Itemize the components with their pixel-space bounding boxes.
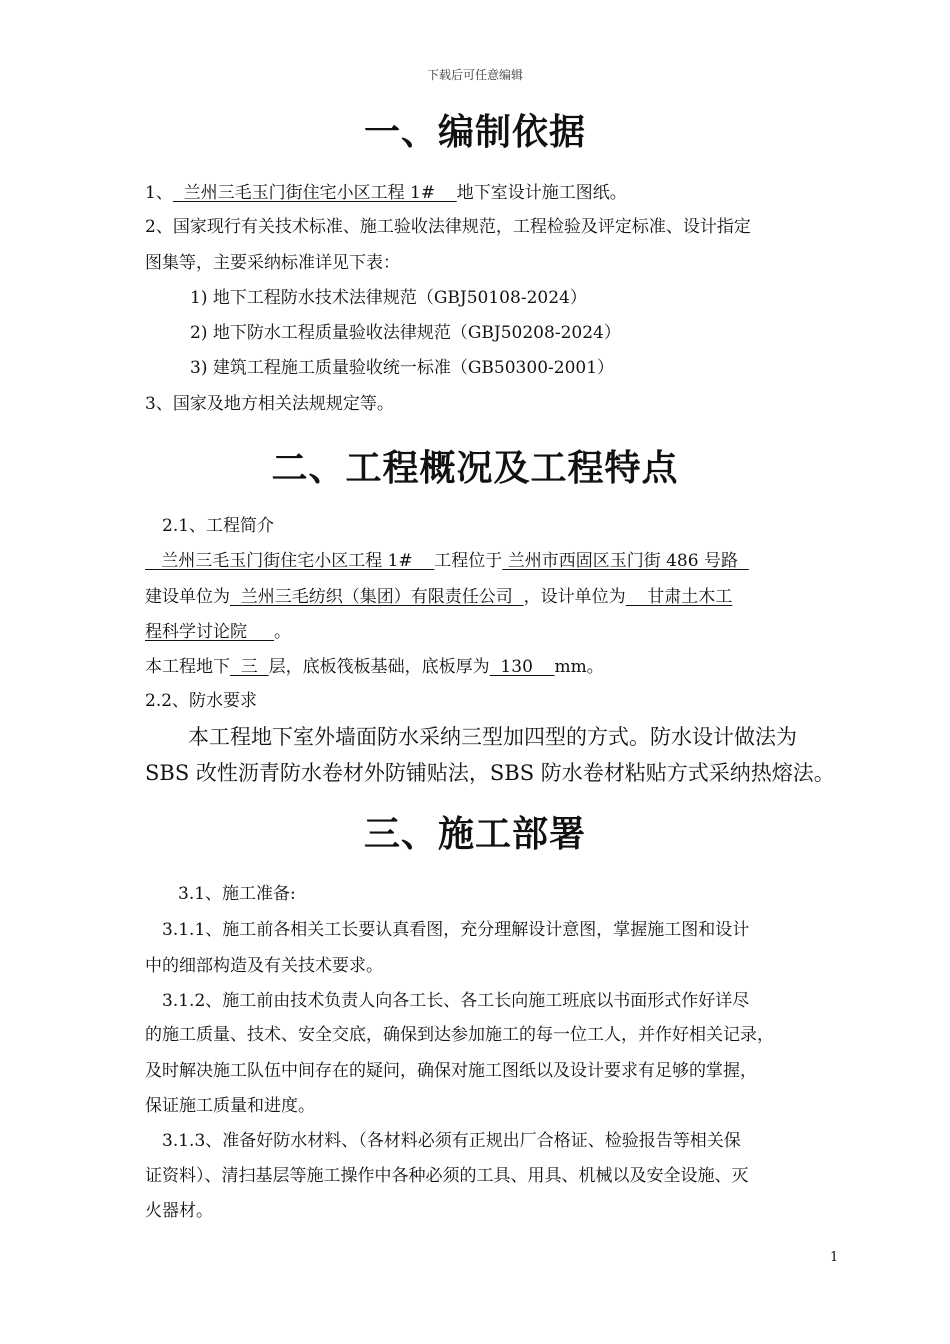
builder-name: 兰州三毛纺织（集团）有限责任公司 — [230, 587, 524, 607]
builder-line — [145, 586, 732, 608]
section2-sub2: 2.2、防水要求 — [145, 691, 258, 711]
section1-item2-line2: 图集等，主要采纳标准详见下表： — [145, 253, 400, 273]
designer-name-part2: 程科学讨论院 — [145, 622, 275, 642]
item1-suffix: 地下室设计施工图纸。 — [456, 183, 627, 203]
designer-name-part1: 甘肃土木工 — [625, 587, 733, 607]
paragraph-line: 的施工质量、技术、安全交底，确保到达参加施工的每一位工人，并作好相关记录， — [145, 1025, 774, 1045]
standard-item: 2) 地下防水工程质量验收法律规范（GBJ50208-2024） — [190, 323, 621, 343]
project-location-line — [145, 550, 749, 572]
designer-label: ，设计单位为 — [523, 587, 626, 607]
page-header: 下载后可任意编辑 — [426, 68, 523, 82]
project-name: 兰州三毛玉门街住宅小区工程 1# — [145, 551, 435, 571]
project-location: 兰州市西固区玉门街 486 号路 — [502, 551, 749, 571]
waterproof-text-line1: 本工程地下室外墙面防水采纳三型加四型的方式。防水设计做法为 — [188, 725, 797, 749]
floors-value: 三 — [230, 657, 269, 677]
thickness-value: 130 — [489, 657, 555, 677]
paragraph-line: 证资料）、清扫基层等施工操作中各种必须的工具、用具、机械以及安全设施、灭 — [145, 1166, 749, 1186]
section3-sub1: 3.1、施工准备: — [178, 884, 296, 904]
floors-mid: 层，底板筏板基础，底板厚为 — [268, 657, 490, 677]
builder-label: 建设单位为 — [145, 587, 230, 607]
section1-item3: 3、国家及地方相关法规规定等。 — [145, 394, 394, 414]
paragraph-line: 保证施工质量和进度。 — [145, 1096, 315, 1116]
section2-sub1: 2.1、工程简介 — [162, 516, 275, 536]
waterproof-text-line2: SBS 改性沥青防水卷材外防铺贴法，SBS 防水卷材粘贴方式采纳热熔法。 — [145, 761, 835, 785]
paragraph-line: 火器材。 — [145, 1201, 213, 1221]
section2-title: 二、工程概况及工程特点 — [271, 448, 679, 489]
section1-item2-line1: 2、国家现行有关技术标准、施工验收法律规范，工程检验及评定标准、设计指定 — [145, 217, 751, 237]
paragraph-line: 及时解决施工队伍中间存在的疑问，确保对施工图纸以及设计要求有足够的掌握， — [145, 1061, 757, 1081]
thickness-unit: mm。 — [554, 657, 604, 677]
page-number: 1 — [830, 1250, 839, 1265]
floors-prefix: 本工程地下 — [145, 657, 230, 677]
item1-project: 兰州三毛玉门街住宅小区工程 1# — [172, 183, 457, 203]
paragraph-line: 中的细部构造及有关技术要求。 — [145, 956, 383, 976]
paragraph-line: 3.1.1、施工前各相关工长要认真看图，充分理解设计意图，掌握施工图和设计 — [162, 920, 750, 940]
section3-title: 三、施工部署 — [363, 814, 586, 855]
paragraph-line: 3.1.2、施工前由技术负责人向各工长、各工长向施工班底以书面形式作好详尽 — [162, 991, 750, 1011]
section1-title: 一、编制依据 — [363, 112, 586, 153]
paragraph-line: 3.1.3、准备好防水材料、（各材料必须有正规出厂合格证、检验报告等相关保 — [162, 1131, 741, 1151]
designer-line — [145, 621, 291, 643]
standard-item: 1) 地下工程防水技术法律规范（GBJ50108-2024） — [190, 288, 587, 308]
item1-prefix: 1、 — [145, 183, 173, 203]
floors-line — [145, 656, 604, 678]
location-label: 工程位于 — [434, 551, 503, 571]
section1-item1 — [145, 182, 627, 204]
standard-item: 3) 建筑工程施工质量验收统一标准（GB50300-2001） — [190, 358, 615, 378]
designer-end: 。 — [274, 622, 292, 642]
